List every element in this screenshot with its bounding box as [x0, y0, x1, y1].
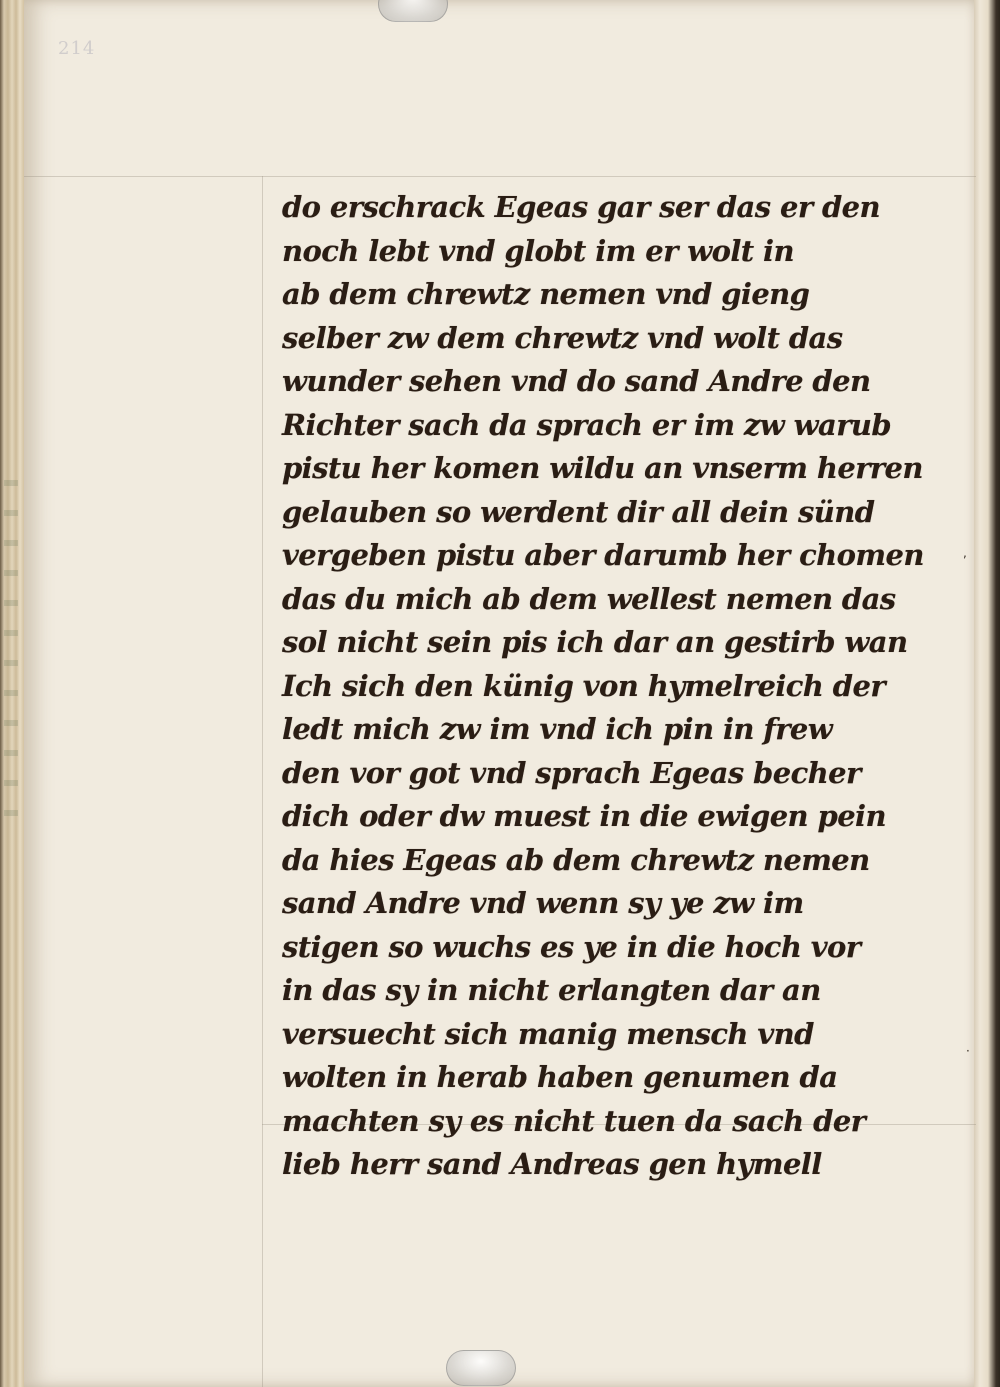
manuscript-line: pistu her komen wildu an vnserm herren [282, 451, 923, 485]
manuscript-line: ab dem chrewtz nemen vnd gieng [282, 277, 810, 311]
manuscript-line: das du mich ab dem wellest nemen das [282, 581, 896, 616]
page-clip-bottom [446, 1350, 516, 1386]
margin-mark: · [966, 1044, 970, 1058]
manuscript-line: machten sy es nicht tuen da sach der [282, 1103, 866, 1138]
folio-number: 214 [58, 38, 96, 59]
manuscript-line: sand Andre vnd wenn sy ye zw im [282, 886, 804, 920]
manuscript-line: lieb herr sand Andreas gen hymell [282, 1147, 822, 1181]
manuscript-line: ledt mich zw im vnd ich pin in frew [282, 712, 833, 746]
manuscript-line: Richter sach da sprach er im zw warub [282, 407, 892, 442]
manuscript-line: Ich sich den künig von hymelreich der [282, 668, 885, 703]
edge-tabs [4, 480, 18, 840]
manuscript-line: dich oder dw muest in die ewigen pein [282, 799, 886, 833]
manuscript-text [282, 186, 924, 1187]
manuscript-line: den vor got vnd sprach Egeas becher [282, 755, 861, 790]
ruling-line-top [24, 176, 976, 177]
manuscript-line: vergeben pistu aber darumb her chomen [282, 538, 924, 572]
manuscript-line: in das sy in nicht erlangten dar an [282, 973, 821, 1007]
manuscript-line: selber zw dem chrewtz vnd wolt das [282, 320, 843, 355]
manuscript-line: noch lebt vnd globt im er wolt in [282, 233, 794, 268]
manuscript-line: wolten in herab haben genumen da [282, 1060, 838, 1094]
manuscript-line: versuecht sich manig mensch vnd [282, 1016, 814, 1051]
manuscript-line: wunder sehen vnd do sand Andre den [282, 364, 871, 398]
right-page-edge [974, 0, 1000, 1387]
manuscript-line: gelauben so werdent dir all dein sünd [282, 494, 875, 529]
manuscript-line: sol nicht sein pis ich dar an gestirb wan [282, 625, 908, 659]
manuscript-line: do erschrack Egeas gar ser das er den [282, 190, 881, 224]
manuscript-line: da hies Egeas ab dem chrewtz nemen [282, 842, 870, 877]
manuscript-line: stigen so wuchs es ye in die hoch vor [282, 929, 861, 964]
page-clip-top [378, 0, 448, 22]
ruling-line-left [262, 176, 263, 1387]
margin-mark: , [963, 546, 967, 560]
